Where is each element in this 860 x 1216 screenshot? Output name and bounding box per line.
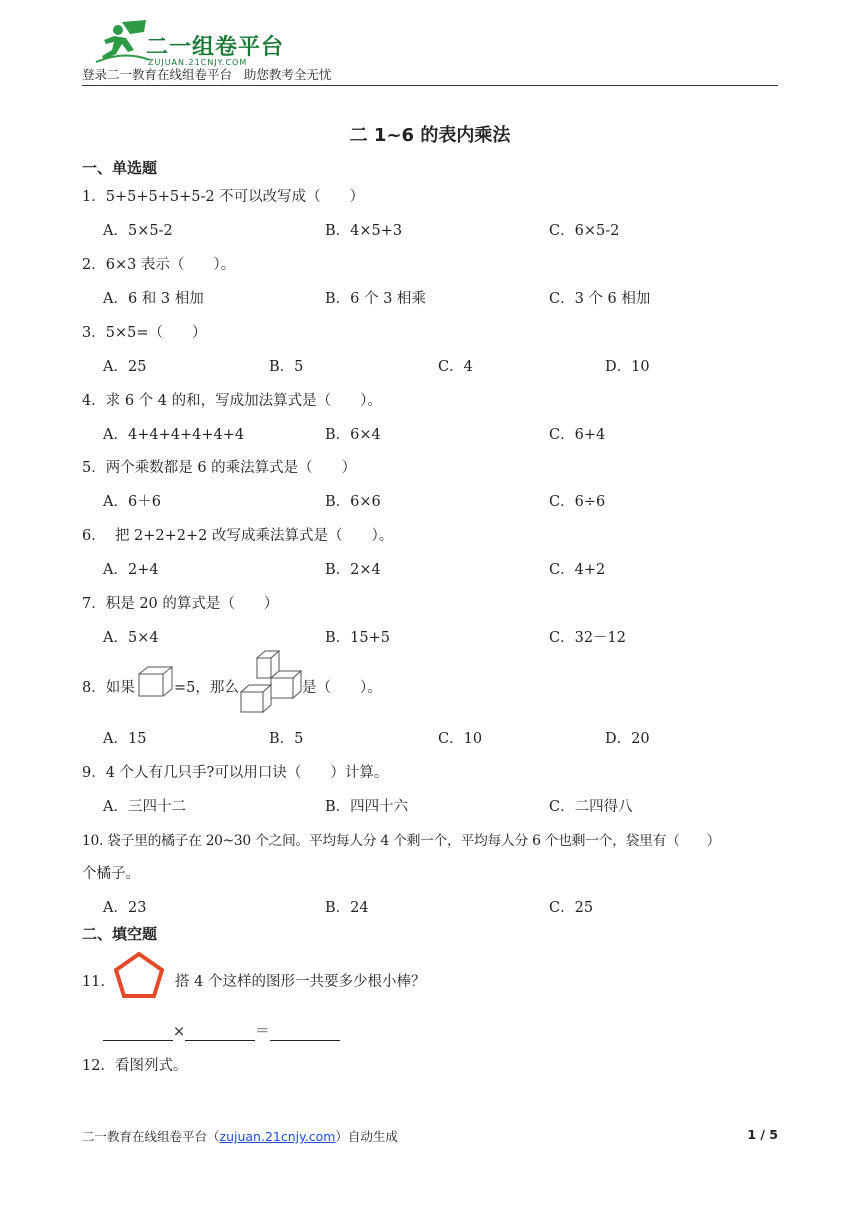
- section-heading-fill-blank: 二、填空题: [82, 925, 158, 943]
- option-4c: C．6+4: [549, 427, 606, 443]
- footer-text-b: ）自动生成: [335, 1129, 398, 1144]
- option-2a: A．6 和 3 相加: [103, 291, 204, 307]
- option-9a: A．三四十二: [103, 799, 186, 815]
- question-9: 9．4 个人有几只手?可以用口诀（ ）计算。: [82, 765, 389, 781]
- option-3d: D．10: [605, 359, 650, 375]
- option-3c: C．4: [438, 359, 473, 375]
- answer-blank-3[interactable]: [270, 1026, 340, 1041]
- question-11-text: 搭 4 个这样的图形一共要多少根小棒？: [175, 974, 426, 990]
- option-10a: A．23: [103, 900, 147, 916]
- stacked-cubes-icon: [239, 650, 303, 714]
- option-10c: C．25: [549, 900, 594, 916]
- question-6: 6． 把 2+2+2+2 改写成乘法算式是（ ）。: [82, 528, 394, 544]
- question-12: 12．看图列式。: [82, 1058, 188, 1074]
- question-8-part-c: 是（ ）。: [302, 680, 382, 696]
- question-8-part-b: =5，那么: [174, 680, 239, 696]
- option-1c: C．6×5-2: [549, 223, 620, 239]
- page-number: 1 / 5: [747, 1127, 778, 1142]
- equals-sign: ＝: [255, 1024, 270, 1040]
- footer-text-a: 二一教育在线组卷平台（: [82, 1129, 220, 1144]
- option-9c: C．二四得八: [549, 799, 633, 815]
- option-10b: B．24: [325, 900, 369, 916]
- option-1b: B．4×5+3: [325, 223, 403, 239]
- option-6b: B．2×4: [325, 562, 381, 578]
- logo-subtext: ZUJUAN.21CNJY.COM: [148, 58, 248, 67]
- option-2c: C．3 个 6 相加: [549, 291, 651, 307]
- option-1a: A．5×5-2: [103, 223, 173, 239]
- option-2b: B．6 个 3 相乘: [325, 291, 426, 307]
- option-7b: B．15+5: [325, 630, 390, 646]
- option-5a: A．6＋6: [103, 494, 161, 510]
- answer-line: [103, 1020, 340, 1041]
- option-6c: C．4+2: [549, 562, 606, 578]
- option-8d: D．20: [605, 731, 650, 747]
- question-7: 7．积是 20 的算式是（ ）: [82, 596, 279, 612]
- option-6a: A．2+4: [103, 562, 159, 578]
- pentagon-sticks-icon: [111, 950, 167, 1002]
- runner-logo-icon: [94, 20, 152, 64]
- question-1: 1．5+5+5+5+5-2 不可以改写成（ ）: [82, 189, 365, 205]
- header-divider: [82, 85, 778, 86]
- question-11-number: 11．: [82, 974, 115, 990]
- page-title: 二 1~6 的表内乘法: [349, 125, 511, 146]
- times-sign: ×: [173, 1024, 186, 1040]
- footer-link[interactable]: zujuan.21cnjy.com: [219, 1129, 336, 1144]
- option-4b: B．6×4: [325, 427, 381, 443]
- option-3a: A．25: [103, 359, 147, 375]
- question-3: 3．5×5=（ ）: [82, 325, 207, 341]
- question-8-part-a: 8．如果: [82, 680, 135, 696]
- option-7a: A．5×4: [103, 630, 159, 646]
- question-10-line-1: 10. 袋子里的橘子在 20~30 个之间。平均每人分 4 个剩一个，平均每人分 6 个也剩一个，袋里有（ ）: [82, 833, 721, 849]
- option-8b: B．5: [269, 731, 304, 747]
- option-3b: B．5: [269, 359, 304, 375]
- option-9b: B．四四十六: [325, 799, 409, 815]
- header-slogan: 登录二一教育在线组卷平台 助您教考全无忧: [82, 67, 332, 82]
- option-8a: A．15: [103, 731, 147, 747]
- answer-blank-2[interactable]: [185, 1026, 255, 1041]
- option-5b: B．6×6: [325, 494, 381, 510]
- option-5c: C．6÷6: [549, 494, 606, 510]
- option-7c: C．32－12: [549, 630, 626, 646]
- section-heading-single-choice: 一、单选题: [82, 159, 158, 177]
- question-5: 5．两个乘数都是 6 的乘法算式是（ ）: [82, 460, 357, 476]
- question-4: 4．求 6 个 4 的和，写成加法算式是（ ）。: [82, 393, 382, 409]
- option-4a: A．4+4+4+4+4+4: [103, 427, 245, 443]
- logo: [94, 20, 284, 68]
- option-8c: C．10: [438, 731, 483, 747]
- question-10-line-2: 个橘子。: [82, 866, 140, 882]
- single-cube-icon: [138, 666, 174, 698]
- footer-source: [82, 1127, 398, 1145]
- answer-blank-1[interactable]: [103, 1026, 173, 1041]
- logo-text: 二一组卷平台: [146, 35, 285, 60]
- question-2: 2．6×3 表示（ ）。: [82, 257, 236, 273]
